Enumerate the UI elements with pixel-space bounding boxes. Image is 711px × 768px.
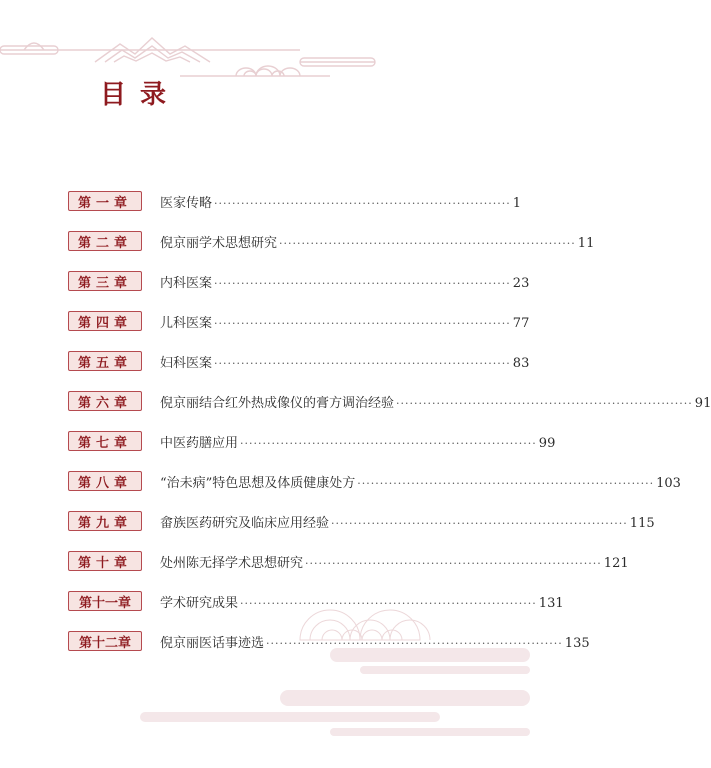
chapter-badge: 第十章 — [68, 551, 142, 571]
chapter-title: 内科医案 — [160, 275, 213, 291]
toc-row[interactable] — [68, 510, 655, 532]
leader-dots: ·································································· — [214, 196, 511, 210]
chapter-badge: 第八章 — [68, 471, 142, 491]
chapter-title: 畲族医药研究及临床应用经验 — [160, 515, 330, 531]
page-number: 83 — [512, 355, 530, 371]
chapter-title: 倪京丽结合红外热成像仪的膏方调治经验 — [160, 395, 395, 411]
chapter-badge: 第五章 — [68, 351, 142, 371]
toc-row[interactable] — [68, 550, 629, 572]
page-title: 目录 — [100, 80, 181, 110]
toc-row[interactable] — [68, 630, 590, 652]
chapter-title: 妇科医案 — [160, 355, 213, 371]
toc-row[interactable] — [68, 390, 711, 412]
page-number: 1 — [512, 195, 522, 211]
leader-dots: ·································································· — [240, 436, 537, 450]
toc-row[interactable] — [68, 230, 595, 252]
chapter-badge: 第十二章 — [68, 631, 142, 651]
toc-entry — [160, 192, 521, 211]
chapter-badge: 第七章 — [68, 431, 142, 451]
toc-entry — [160, 392, 711, 411]
leader-dots: ·································································· — [279, 236, 576, 250]
toc-entry — [160, 552, 629, 571]
toc-entry — [160, 512, 655, 531]
leader-dots: ·································································· — [331, 516, 628, 530]
toc-entry — [160, 632, 590, 651]
chapter-badge: 第十一章 — [68, 591, 142, 611]
toc-row[interactable] — [68, 430, 556, 452]
page-number: 77 — [512, 315, 530, 331]
toc-entry — [160, 592, 564, 611]
chapter-title: 倪京丽医话事迹选 — [160, 635, 265, 651]
toc-row[interactable] — [68, 270, 530, 292]
chapter-badge: 第一章 — [68, 191, 142, 211]
toc-row[interactable] — [68, 590, 564, 612]
page-number: 131 — [538, 595, 564, 611]
chapter-badge: 第二章 — [68, 231, 142, 251]
chapter-badge: 第六章 — [68, 391, 142, 411]
toc-entry — [160, 352, 529, 371]
chapter-badge: 第四章 — [68, 311, 142, 331]
leader-dots: ·································································· — [214, 356, 511, 370]
leader-dots: ·································································· — [214, 316, 511, 330]
chapter-title: 医家传略 — [160, 195, 213, 211]
page-number: 115 — [629, 515, 655, 531]
toc-entry — [160, 232, 594, 251]
toc-entry — [160, 472, 681, 491]
page-number: 135 — [564, 635, 590, 651]
page-number: 23 — [512, 275, 530, 291]
leader-dots: ·································································· — [266, 636, 563, 650]
page-number: 121 — [603, 555, 629, 571]
leader-dots: ·································································· — [357, 476, 655, 490]
chapter-badge: 第九章 — [68, 511, 142, 531]
chapter-title: 处州陈无择学术思想研究 — [160, 555, 304, 571]
chapter-title: 倪京丽学术思想研究 — [160, 235, 278, 251]
toc-entry — [160, 432, 555, 451]
leader-dots: ·································································· — [305, 556, 602, 570]
toc-row[interactable] — [68, 190, 522, 212]
chapter-title: 学术研究成果 — [160, 595, 239, 611]
chapter-badge: 第三章 — [68, 271, 142, 291]
toc-entry — [160, 312, 529, 331]
page-number: 99 — [538, 435, 556, 451]
chapter-title: “治未病”特色思想及体质健康处方 — [160, 475, 356, 491]
toc-entry — [160, 272, 529, 291]
table-of-contents — [68, 190, 711, 670]
toc-row[interactable] — [68, 310, 530, 332]
chapter-title: 中医药膳应用 — [160, 435, 239, 451]
page-number: 103 — [656, 475, 681, 491]
toc-row[interactable] — [68, 350, 530, 372]
toc-row[interactable] — [68, 470, 681, 492]
leader-dots: ·································································· — [214, 276, 511, 290]
leader-dots: ·································································· — [396, 396, 693, 410]
leader-dots: ·································································· — [240, 596, 537, 610]
page-number: 11 — [577, 235, 595, 251]
chapter-title: 儿科医案 — [160, 315, 213, 331]
page-number: 91 — [694, 395, 711, 411]
